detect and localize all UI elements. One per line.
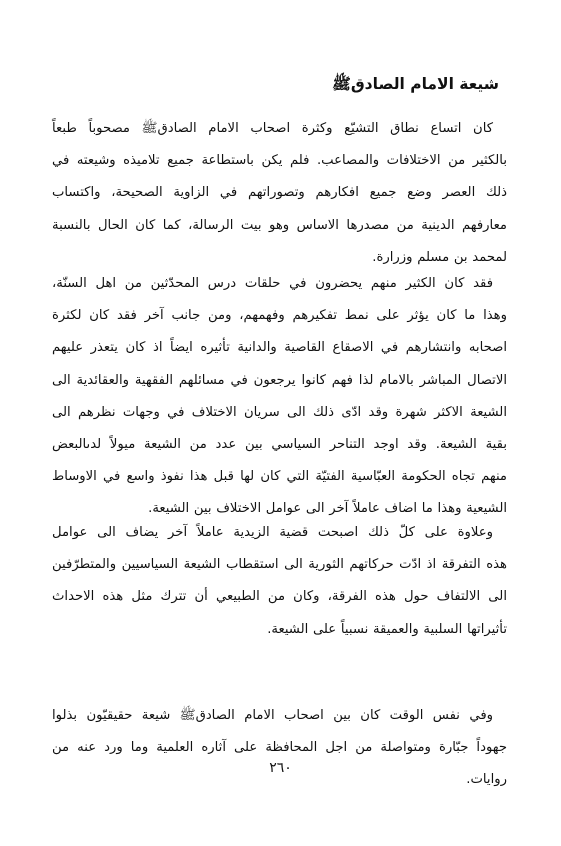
paragraph-1	[52, 113, 507, 274]
text-line: بالكثير من الاختلافات والمصاعب. فلم يكن باستطاعة جميع تلاميذه وشيعته في	[52, 153, 507, 169]
text-line: جهوداً جبّارة ومتواصلة من اجل المحافظة على آثاره العلمية وما ورد عنه من	[52, 740, 507, 756]
paragraph-2	[52, 268, 507, 526]
text-line: الشيعة الاكثر شهرة وقد ادّى ذلك الى سريان الاختلاف في وجهات نظرهم الى	[52, 404, 507, 420]
paragraph-4	[52, 700, 507, 797]
text-line: وعلاوة على كلّ ذلك اصبحت قضية الزيدية عاملاً آخر يضاف الى عوامل	[52, 525, 493, 540]
text-line: معارفهم الدينية من مصدرها الاساس وهو بيت الرسالة، كما كان الحال بالنسبة	[52, 217, 507, 233]
paragraph-3	[52, 517, 507, 646]
text-line: فقد كان الكثير منهم يحضرون في حلقات درس المحدّثين من اهل السنّة،	[52, 276, 493, 291]
text-line: روايات.	[466, 772, 507, 788]
text-line: هذه التفرقة اذ ادّت حركاتهم الثورية الى استقطاب الشيعة السياسيين والمتطرّفين	[52, 557, 507, 573]
text-line: منهم تجاه الحكومة العبّاسية الفتيّة التي كان لها قبل هذا نفوذ واسع في الاوساط	[52, 469, 507, 485]
text-line: ذلك العصر وضع جميع افكارهم وتصوراتهم في الزاوية الصحيحة، واكتساب	[52, 185, 507, 201]
text-line: وهذا ما كان يؤثر على نمط تفكيرهم وفهمهم، ومن جانب آخر فقد كان لكثرة	[52, 308, 507, 324]
text-line: بقية الشيعة. وقد اوجد التناحر السياسي بين عدد من الشيعة ميولاً لدىالبعض	[52, 436, 507, 452]
text-line: الاتصال المباشر بالامام لذا فهم كانوا يرجعون في مسائلهم الفقهية والعقائدية الى	[52, 372, 507, 388]
page-number: ٢٦٠	[269, 760, 292, 776]
section-heading: شيعة الامام الصادقﷺ	[332, 75, 499, 93]
text-line: الى الالتفاف حول هذه الفرقة، وكان من الطبيعي أن تترك مثل هذه الاحداث	[52, 589, 507, 605]
text-line: اصحابه وانتشارهم في الاصقاع القاصية والدانية تأثيره ايضاً اذ كان يتعذر عليهم	[52, 340, 507, 356]
text-line: تأثيراتها السلبية والعميقة نسبياً على الشيعة.	[267, 621, 507, 637]
text-line: الشيعية وهذا ما اضاف عاملاً آخر الى عوامل الاختلاف بين الشيعة.	[148, 501, 507, 517]
text-line: كان اتساع نطاق التشيّع وكثرة اصحاب الامام الصادقﷺ مصحوباً طبعاً	[52, 121, 493, 136]
text-line: وفي نفس الوقت كان بين اصحاب الامام الصادقﷺ شيعة حقيقيّون بذلوا	[52, 708, 493, 723]
text-line: لمحمد بن مسلم وزرارة.	[372, 249, 507, 265]
